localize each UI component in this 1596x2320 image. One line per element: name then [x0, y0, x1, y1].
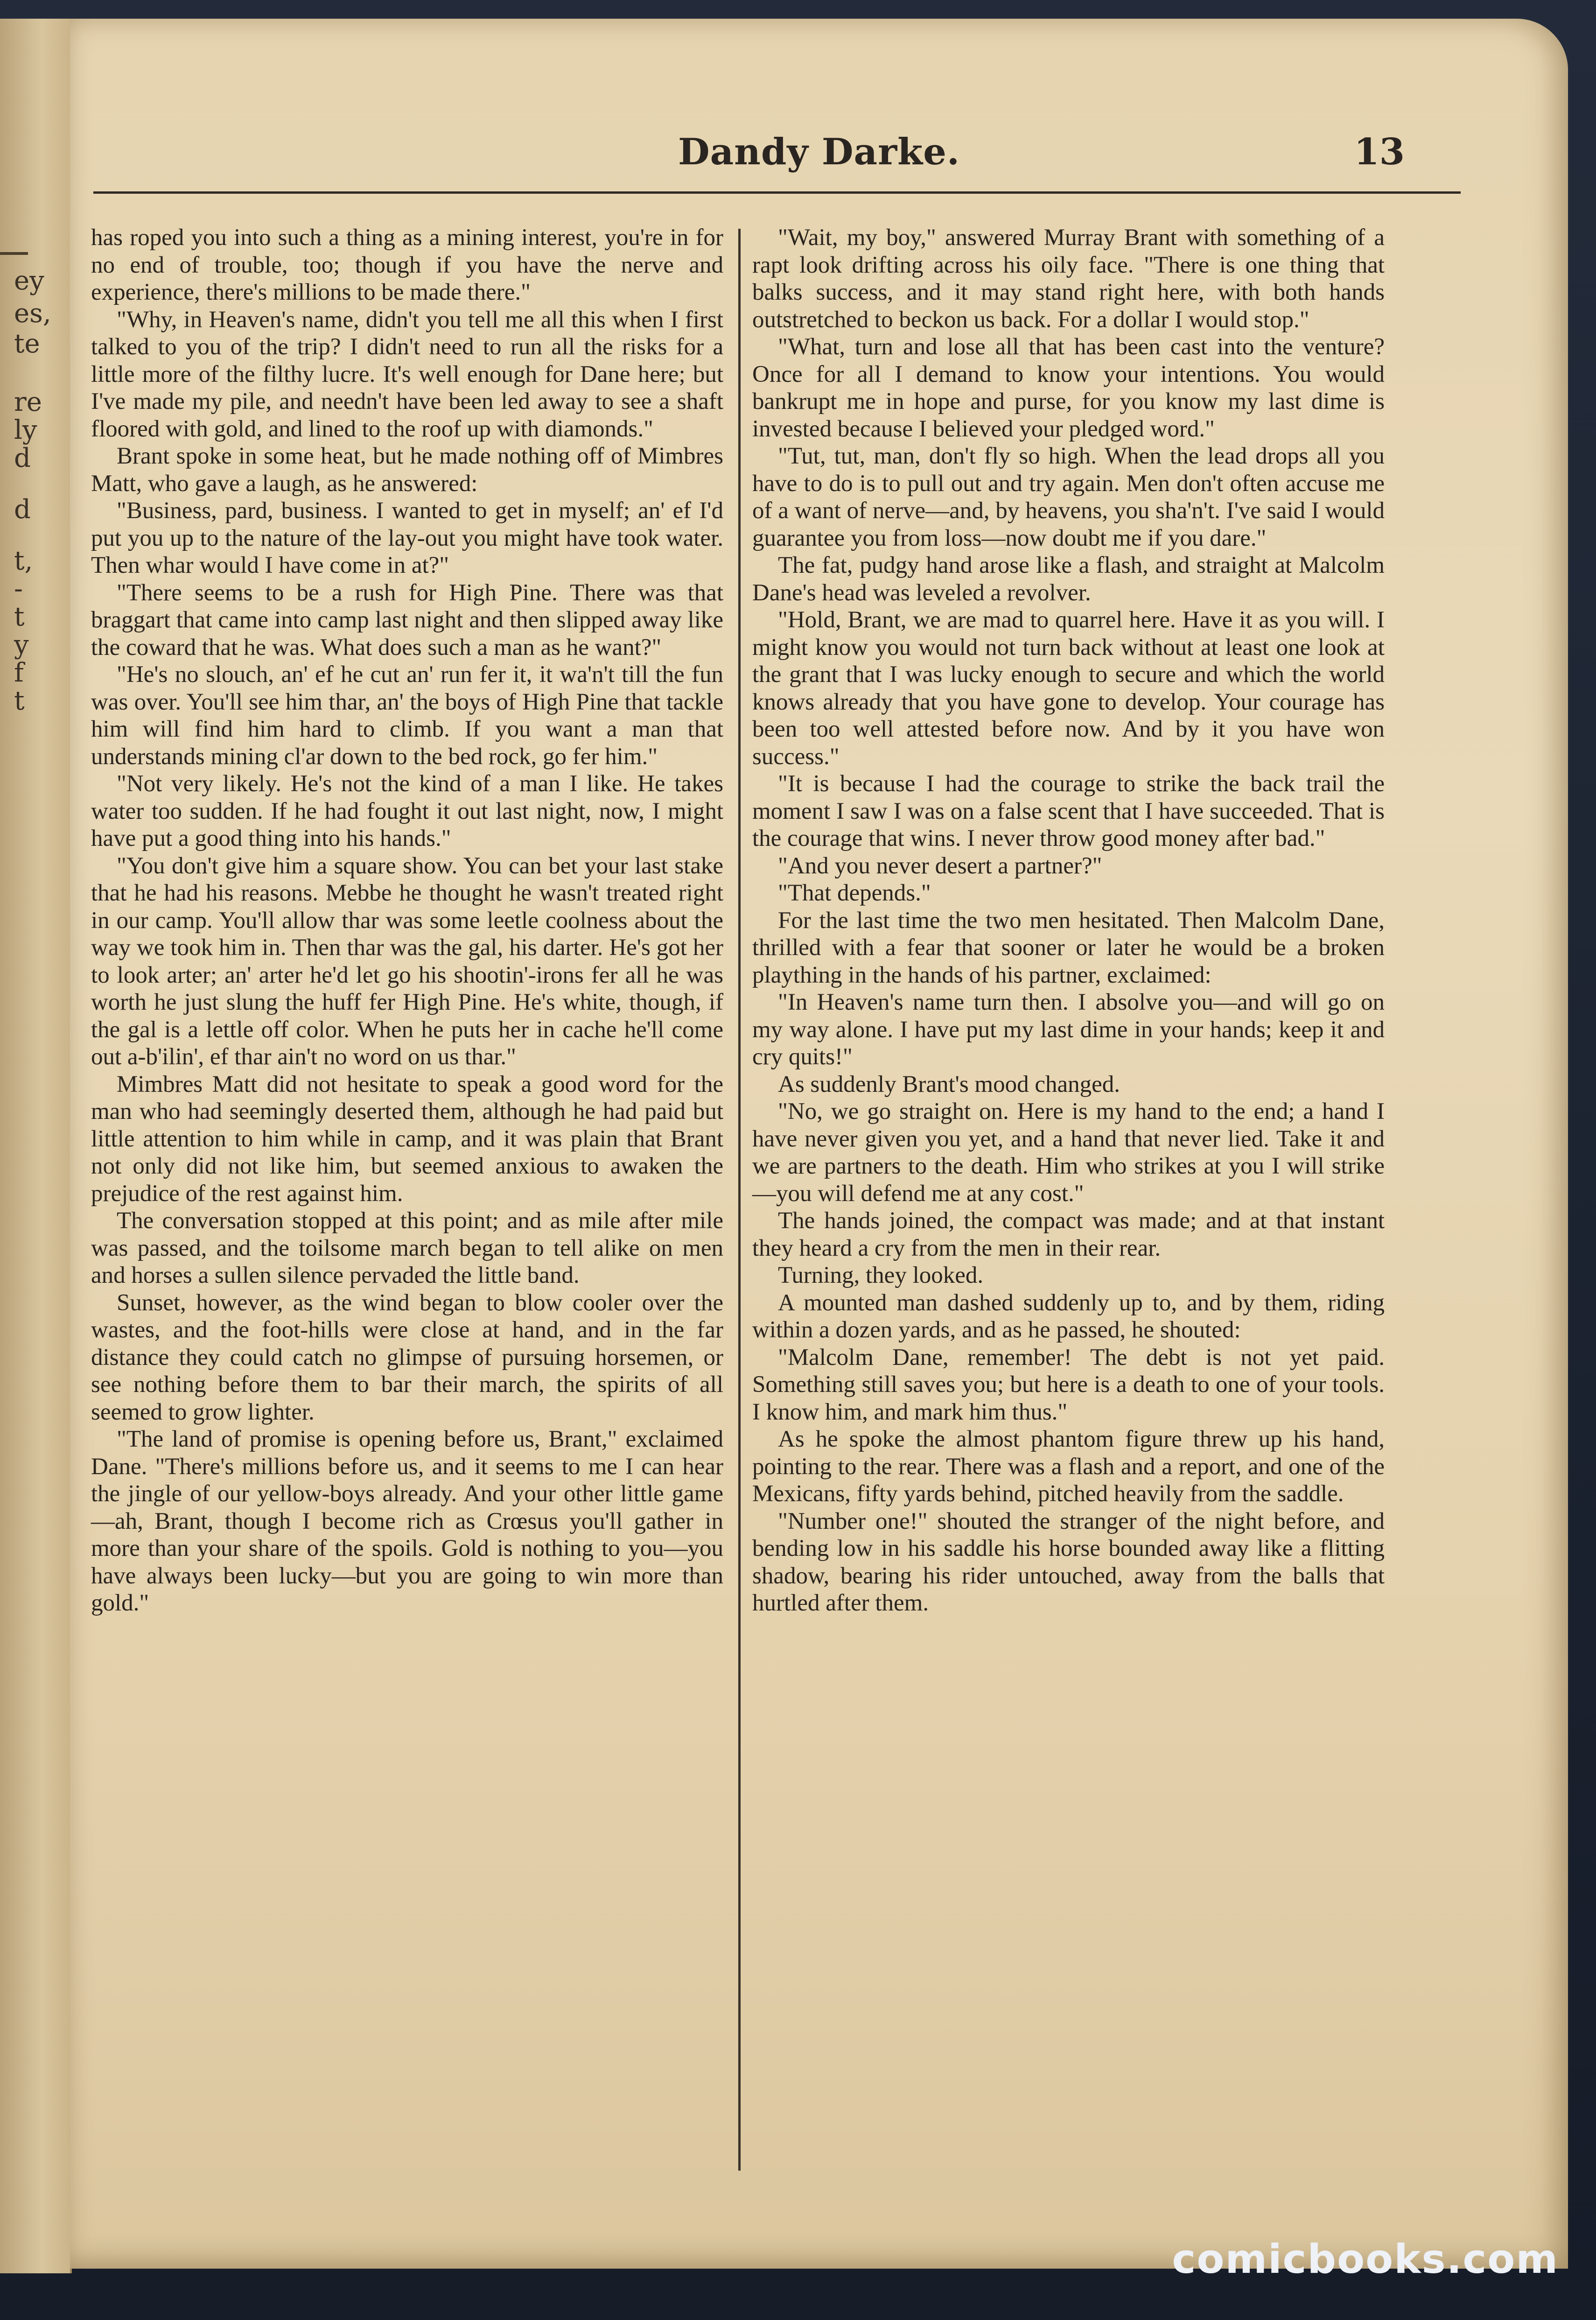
paragraph: "You don't give him a square show. You can bet your last stake that he had his reasons. Mebbe he thought he wasn't treated right in our camp. You'll allow thar was some leetle coolness about the way we took him in. Then thar was the gal, his darter. He's got her to look arter; an' arter he'd let go his shootin'-irons fer all he was worth he just slung the huff fer High Pine. He's white, though, if the gal is a lettle off color. When he puts her in cache he'll come out a-b'ilin', ef thar ain't no word on us thar." [91, 852, 723, 1070]
header-rule [93, 191, 1461, 194]
paragraph: "Tut, tut, man, don't fly so high. When the lead drops all you have to do is to pull out and try again. Men don't often accuse me of a want of nerve—and, by heavens, you sha'n't. I've said I would guarantee you from loss—now doubt me if you dare." [752, 443, 1385, 551]
paragraph: Brant spoke in some heat, but he made nothing off of Mimbres Matt, who gave a laugh, as he answered: [91, 443, 723, 497]
paragraph: Sunset, however, as the wind began to blow cooler over the wastes, and the foot-hills were close at hand, and in the far distance they could catch no glimpse of pursuing horsemen, or see nothing before them to bar their march, the spirits of all seemed to grow lighter. [91, 1289, 723, 1425]
previous-page-fragment: f [14, 658, 24, 688]
previous-page-fragment: t, [14, 546, 33, 576]
paragraph: "That depends." [778, 880, 931, 906]
paragraph: "Hold, Brant, we are mad to quarrel here. Have it as you will. I might know you would not turn back without at least one look at the grant that I was lucky enough to secure and which the world knows already that you have gone to develop. Your courage has been too well attested before now. And by it you have won success." [752, 607, 1385, 770]
previous-page-fragment: t [14, 686, 25, 716]
previous-page-fragment: ly [14, 415, 37, 445]
watermark: comicbooks.com [1172, 2236, 1559, 2283]
paragraph: For the last time the two men hesitated. Then Malcolm Dane, thrilled with a fear that sooner or later he would be a broken plaything in the hands of his partner, exclaimed: [752, 907, 1385, 988]
paragraph: "He's no slouch, an' ef he cut an' run fer it, it wa'n't till the fun was over. You'll see him thar, an' the boys of High Pine that tackle him will find him hard to climb. If you want a man that understands mining cl'ar down to the bed rock, go fer him." [91, 661, 723, 770]
previous-page-fragment: te [14, 329, 40, 359]
previous-page-fragment: - [14, 574, 23, 604]
paragraph: "There seems to be a rush for High Pine. There was that braggart that came into camp last night and then slipped away like the coward that he was. What does such a man as he want?" [91, 579, 723, 661]
paragraph: "Malcolm Dane, remember! The debt is not yet paid. Something still saves you; but here is a death to one of your tools. I know him, and mark him thus." [752, 1344, 1385, 1425]
previous-page-fragment: d [14, 443, 31, 473]
previous-page-fragment: ey [14, 266, 44, 296]
paragraph: "It is because I had the courage to strike the back trail the moment I saw I was on a false scent that I have succeeded. That is the courage that wins. I never throw good money after bad." [752, 771, 1385, 851]
paragraph: As he spoke the almost phantom figure threw up his hand, pointing to the rear. There was a flash and a report, and one of the Mexicans, fifty yards behind, pitched heavily from the saddle. [752, 1426, 1385, 1507]
running-title: Dandy Darke. [678, 131, 960, 173]
previous-page-fragment: y [14, 630, 29, 660]
previous-page-edge [0, 19, 72, 2273]
paragraph: "Business, pard, business. I wanted to get in myself; an' ef I'd put you up to the nature of the lay-out you might have took water. Then whar would I have come in at?" [91, 498, 723, 578]
right-text-column [752, 224, 1385, 1617]
previous-page-fragment: es, [14, 298, 51, 329]
paragraph: The hands joined, the compact was made; and at that instant they heard a cry from the men in their rear. [752, 1208, 1385, 1261]
paragraph: A mounted man dashed suddenly up to, and by them, riding within a dozen yards, and as he passed, he shouted: [752, 1289, 1385, 1343]
book-page [70, 19, 1568, 2269]
previous-page-fragment: d [14, 494, 31, 525]
previous-page-fragment: t [14, 602, 25, 632]
paragraph: Mimbres Matt did not hesitate to speak a good word for the man who had seemingly deserted them, although he had paid but little attention to him while in camp, and it was plain that Brant not only did not like him, but seemed anxious to awaken the prejudice of the rest against him. [91, 1071, 723, 1207]
previous-page-rule [0, 252, 28, 255]
column-divider [738, 229, 741, 2171]
page-number: 13 [1354, 131, 1405, 173]
left-text-column [91, 224, 723, 1617]
paragraph: Turning, they looked. [778, 1262, 984, 1288]
previous-page-fragment: re [14, 387, 42, 417]
paragraph: "Wait, my boy," answered Murray Brant with something of a rapt look drifting across his oily face. "There is one thing that balks success, and it may stand right here, with both hands outstretched to beckon us back. For a dollar I would stop." [752, 225, 1385, 333]
paragraph: "Not very likely. He's not the kind of a man I like. He takes water too sudden. If he had fought it out last night, now, I might have put a good thing into his hands." [91, 771, 723, 851]
paragraph: "The land of promise is opening before us, Brant," exclaimed Dane. "There's millions before us, and it seems to me I can hear the jingle of our yellow-boys already. And your other little game—ah, Brant, though I become rich as Crœsus you'll gather in more than your share of the spoils. Gold is nothing to you—you have always been lucky—but you are going to win more than gold." [91, 1426, 723, 1616]
paragraph: "Why, in Heaven's name, didn't you tell me all this when I first talked to you of the trip? I didn't need to run all the risks for a little more of the filthy lucre. It's well enough for Dane here; but I've made my pile, and needn't have been led away to see a shaft floored with gold, and lined to the roof up with diamonds." [91, 306, 723, 442]
paragraph: The fat, pudgy hand arose like a flash, and straight at Malcolm Dane's head was leveled a revolver. [752, 552, 1385, 606]
paragraph: "Number one!" shouted the stranger of the night before, and bending low in his saddle his horse bounded away like a flitting shadow, bearing his rider untouched, away from the balls that hurtled after them. [752, 1508, 1385, 1616]
paragraph: As suddenly Brant's mood changed. [778, 1071, 1120, 1097]
page-header [70, 131, 1568, 177]
paragraph: "And you never desert a partner?" [778, 852, 1102, 879]
paragraph: "In Heaven's name turn then. I absolve you—and will go on my way alone. I have put my last dime in your hands; keep it and cry quits!" [752, 989, 1385, 1070]
paragraph: has roped you into such a thing as a mining interest, you're in for no end of trouble, too; though if you have the nerve and experience, there's millions to be made there." [91, 225, 723, 305]
paragraph: "No, we go straight on. Here is my hand to the end; a hand I have never given you yet, and a hand that never lied. Take it and we are partners to the death. Him who strikes at you I will strike—you will defend me at any cost." [752, 1098, 1385, 1207]
paragraph: The conversation stopped at this point; and as mile after mile was passed, and the toilsome march began to tell alike on men and horses a sullen silence pervaded the little band. [91, 1208, 723, 1288]
paragraph: "What, turn and lose all that has been cast into the venture? Once for all I demand to know your intentions. You would bankrupt me in hope and purse, for you know my last dime is invested because I believed your pledged word." [752, 334, 1385, 442]
